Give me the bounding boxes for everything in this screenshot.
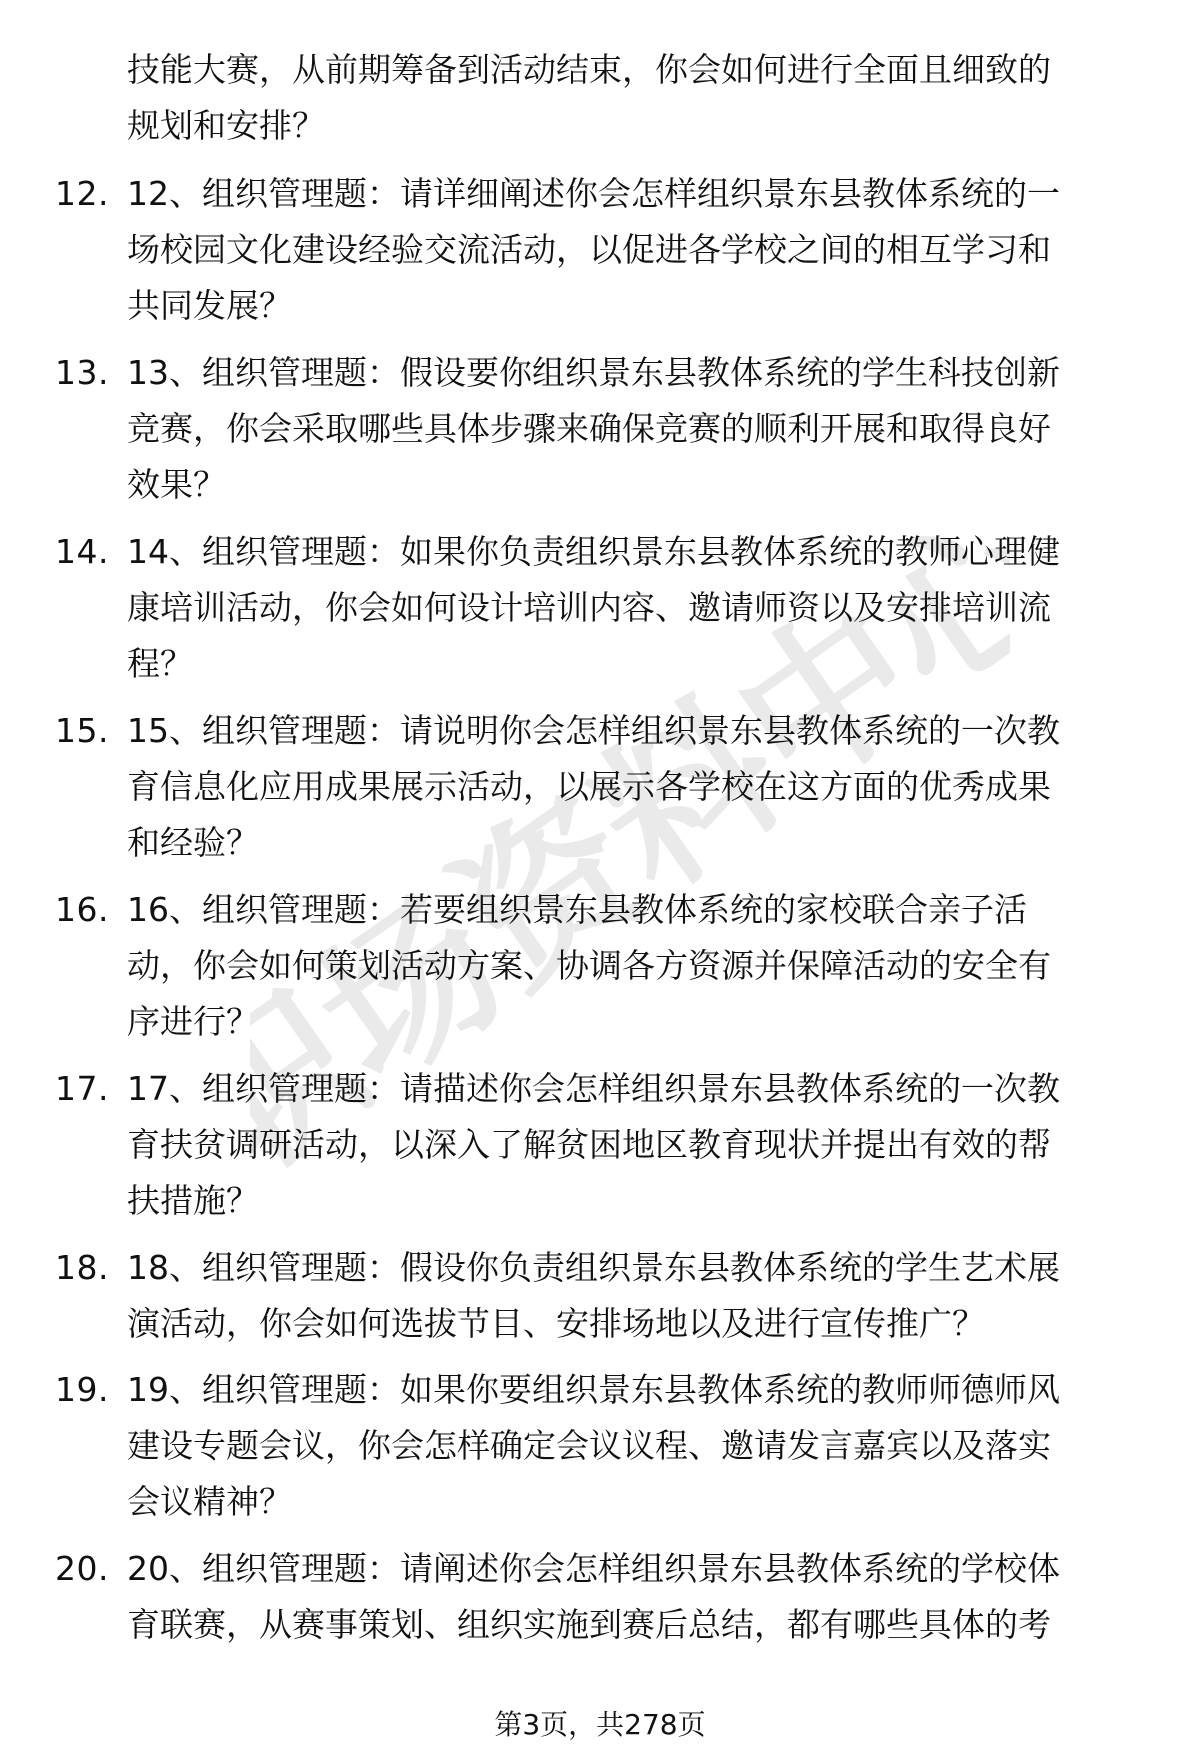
text-line: 15、组织管理题：请说明你会怎样组织景东县教体系统的一次教 <box>127 711 1060 750</box>
text-line: 和经验？ <box>127 823 259 862</box>
item-text <box>127 1362 1147 1530</box>
text-line: 17、组织管理题：请描述你会怎样组织景东县教体系统的一次教 <box>127 1069 1060 1108</box>
text-line: 康培训活动，你会如何设计培训内容、邀请师资以及安排培训流 <box>127 588 1051 627</box>
text-line: 20、组织管理题：请阐述你会怎样组织景东县教体系统的学校体 <box>127 1549 1060 1588</box>
item-number: 20. <box>55 1549 109 1588</box>
text-line: 12、组织管理题：请详细阐述你会怎样组织景东县教体系统的一 <box>127 174 1060 213</box>
text-line: 演活动，你会如何选拔节目、安排场地以及进行宣传推广？ <box>127 1304 985 1343</box>
text-line: 动，你会如何策划活动方案、协调各方资源并保障活动的安全有 <box>127 946 1051 985</box>
item-number: 19. <box>55 1370 109 1409</box>
item-number: 15. <box>55 711 109 750</box>
text-line: 规划和安排？ <box>127 106 325 145</box>
text-line: 13、组织管理题：假设要你组织景东县教体系统的学生科技创新 <box>127 353 1060 392</box>
item-number: 13. <box>55 353 109 392</box>
item-text <box>127 166 1147 334</box>
text-line: 19、组织管理题：如果你要组织景东县教体系统的教师师德师风 <box>127 1370 1060 1409</box>
text-line: 会议精神？ <box>127 1482 292 1521</box>
item-text <box>127 1240 1147 1352</box>
text-line: 效果？ <box>127 465 226 504</box>
item-number: 14. <box>55 532 109 571</box>
text-line: 序进行？ <box>127 1002 259 1041</box>
text-line: 育联赛，从赛事策划、组织实施到赛后总结，都有哪些具体的考 <box>127 1605 1051 1644</box>
item-number: 16. <box>55 890 109 929</box>
watermark-text: 职场资料中心 <box>250 520 1010 1200</box>
item-number: 12. <box>55 174 109 213</box>
text-line: 14、组织管理题：如果你负责组织景东县教体系统的教师心理健 <box>127 532 1060 571</box>
text-line: 技能大赛，从前期筹备到活动结束，你会如何进行全面且细致的 <box>127 50 1051 89</box>
text-line: 程？ <box>127 644 193 683</box>
page-footer: 第3页，共278页 <box>494 1708 706 1741</box>
text-line: 育扶贫调研活动，以深入了解贫困地区教育现状并提出有效的帮 <box>127 1125 1051 1164</box>
text-line: 扶措施？ <box>127 1181 259 1220</box>
text-line: 竞赛，你会采取哪些具体步骤来确保竞赛的顺利开展和取得良好 <box>127 409 1051 448</box>
item-number: 17. <box>55 1069 109 1108</box>
item-text <box>127 1061 1147 1229</box>
item-number: 18. <box>55 1248 109 1287</box>
item-text <box>127 345 1147 513</box>
text-line: 18、组织管理题：假设你负责组织景东县教体系统的学生艺术展 <box>127 1248 1060 1287</box>
text-line: 16、组织管理题：若要组织景东县教体系统的家校联合亲子活 <box>127 890 1027 929</box>
continuation-text <box>127 42 1147 154</box>
item-text <box>127 882 1147 1050</box>
text-line: 场校园文化建设经验交流活动，以促进各学校之间的相互学习和 <box>127 230 1051 269</box>
text-line: 育信息化应用成果展示活动，以展示各学校在这方面的优秀成果 <box>127 767 1051 806</box>
text-line: 建设专题会议，你会怎样确定会议议程、邀请发言嘉宾以及落实 <box>127 1426 1051 1465</box>
text-line: 共同发展？ <box>127 286 292 325</box>
item-text <box>127 524 1147 692</box>
item-text <box>127 1541 1147 1653</box>
item-text <box>127 703 1147 871</box>
